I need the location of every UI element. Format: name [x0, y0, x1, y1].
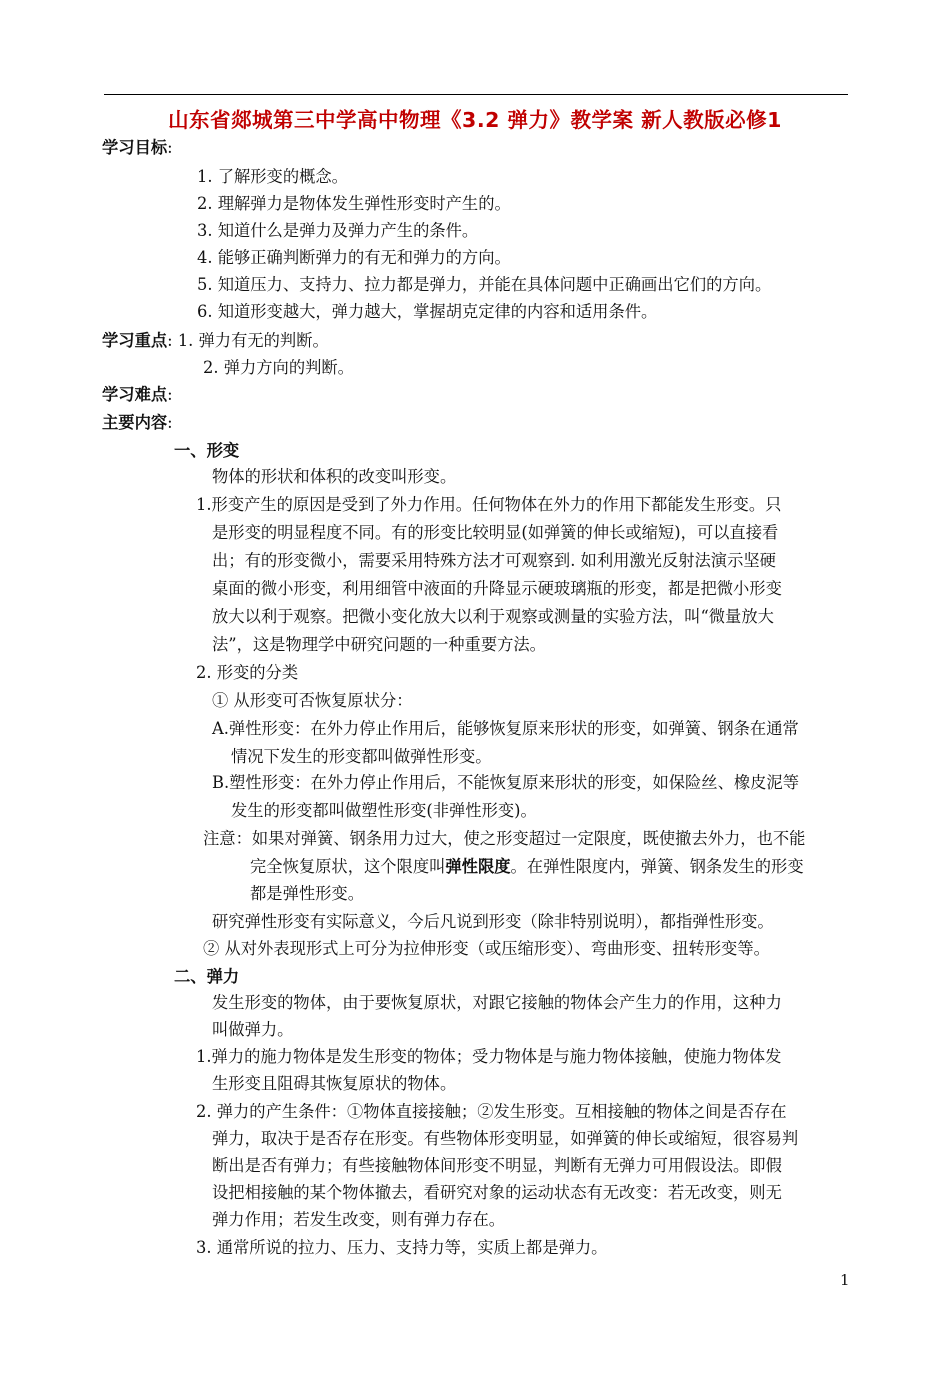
paragraph-line: 叫做弹力。	[212, 1020, 294, 1039]
subsection-title: 2. 形变的分类	[196, 663, 299, 682]
paragraph-line: 发生的形变都叫做塑性形变(非弹性形变)。	[231, 801, 537, 820]
objective-item: 2. 理解弹力是物体发生弹性形变时产生的。	[197, 194, 511, 213]
key-point-item: 2. 弹力方向的判断。	[203, 358, 354, 377]
paragraph-line: 生形变且阻碍其恢复原状的物体。	[212, 1074, 457, 1093]
objectives-heading: 学习目标:	[102, 138, 173, 157]
paragraph-line: 弹力，取决于是否存在形变。有些物体形变明显，如弹簧的伸长或缩短，很容易判	[212, 1129, 799, 1148]
paragraph-line: 放大以利于观察。把微小变化放大以利于观察或测量的实验方法，叫“微量放大	[212, 607, 774, 626]
main-content-label: 主要内容	[102, 413, 168, 432]
paragraph-line: 弹力作用；若发生改变，则有弹力存在。	[212, 1210, 506, 1229]
paragraph-line: 桌面的微小形变，利用细管中液面的升降显示硬玻璃瓶的形变，都是把微小形变	[212, 579, 782, 598]
paragraph-line: 断出是否有弹力；有些接触物体间形变不明显，判断有无弹力可用假设法。即假	[212, 1156, 782, 1175]
subsection-item: ① 从形变可否恢复原状分：	[212, 691, 413, 710]
paragraph-line: B.塑性形变：在外力停止作用后，不能恢复原来形状的形变，如保险丝、橡皮泥等	[212, 773, 799, 792]
note-text: 。在弹性限度内，弹簧、钢条发生的形变	[510, 857, 804, 876]
objectives-label: 学习目标	[102, 138, 168, 157]
difficulties-heading: 学习难点:	[102, 385, 173, 404]
note-line: 注意：如果对弹簧、钢条用力过大，使之形变超过一定限度，既使撤去外力，也不能	[203, 829, 806, 848]
paragraph-line: 3. 通常所说的拉力、压力、支持力等，实质上都是弹力。	[196, 1238, 608, 1257]
paragraph-line: 设把相接触的某个物体撤去，看研究对象的运动状态有无改变：若无改变，则无	[212, 1183, 782, 1202]
objective-item: 5. 知道压力、支持力、拉力都是弹力，并能在具体问题中正确画出它们的方向。	[197, 275, 772, 294]
paragraph-line: 研究弹性形变有实际意义，今后凡说到形变（除非特别说明），都指弹性形变。	[212, 912, 774, 931]
objective-item: 4. 能够正确判断弹力的有无和弹力的方向。	[197, 248, 511, 267]
objective-item: 3. 知道什么是弹力及弹力产生的条件。	[197, 221, 479, 240]
objective-item: 1. 了解形变的概念。	[197, 167, 348, 186]
paragraph-line: 是形变的明显程度不同。有的形变比较明显(如弹簧的伸长或缩短)，可以直接看	[212, 523, 779, 542]
key-points-row: 学习重点: 1. 弹力有无的判断。	[102, 331, 329, 350]
objective-item: 6. 知道形变越大，弹力越大，掌握胡克定律的内容和适用条件。	[197, 302, 658, 321]
note-text: 完全恢复原状，这个限度叫	[250, 857, 446, 876]
subsection-item: ② 从对外表现形式上可分为拉伸形变（或压缩形变）、弯曲形变、扭转形变等。	[203, 939, 770, 958]
paragraph-line: 出；有的形变微小，需要采用特殊方法才可观察到. 如利用激光反射法演示坚硬	[212, 551, 776, 570]
paragraph-line: 物体的形状和体积的改变叫形变。	[212, 467, 457, 486]
paragraph-line: 1.形变产生的原因是受到了外力作用。任何物体在外力的作用下都能发生形变。只	[196, 495, 782, 514]
difficulties-label: 学习难点	[102, 385, 168, 404]
main-content-heading: 主要内容:	[102, 413, 173, 432]
paragraph-line: 发生形变的物体，由于要恢复原状，对跟它接触的物体会产生力的作用，这种力	[212, 993, 782, 1012]
note-line	[250, 856, 804, 878]
key-points-label: 学习重点	[102, 331, 168, 350]
section-heading-deformation: 一、形变	[174, 441, 240, 460]
elastic-limit-term: 弹性限度	[445, 857, 511, 876]
document-title: 山东省郯城第三中学高中物理《3.2 弹力》教学案 新人教版必修1	[168, 108, 782, 132]
note-line: 都是弹性形变。	[250, 884, 364, 903]
paragraph-line: 1.弹力的施力物体是发生形变的物体；受力物体是与施力物体接触，使施力物体发	[196, 1047, 782, 1066]
header-rule	[104, 94, 848, 95]
paragraph-line: 法”，这是物理学中研究问题的一种重要方法。	[212, 635, 546, 654]
key-point-item: 1. 弹力有无的判断。	[177, 331, 329, 350]
page-number: 1	[840, 1271, 850, 1289]
paragraph-line: A.弹性形变：在外力停止作用后，能够恢复原来形状的形变，如弹簧、钢条在通常	[212, 719, 799, 738]
section-heading-elastic-force: 二、弹力	[174, 967, 240, 986]
paragraph-line: 情况下发生的形变都叫做弹性形变。	[231, 747, 492, 766]
paragraph-line: 2. 弹力的产生条件：①物体直接接触；②发生形变。互相接触的物体之间是否存在	[196, 1102, 787, 1121]
